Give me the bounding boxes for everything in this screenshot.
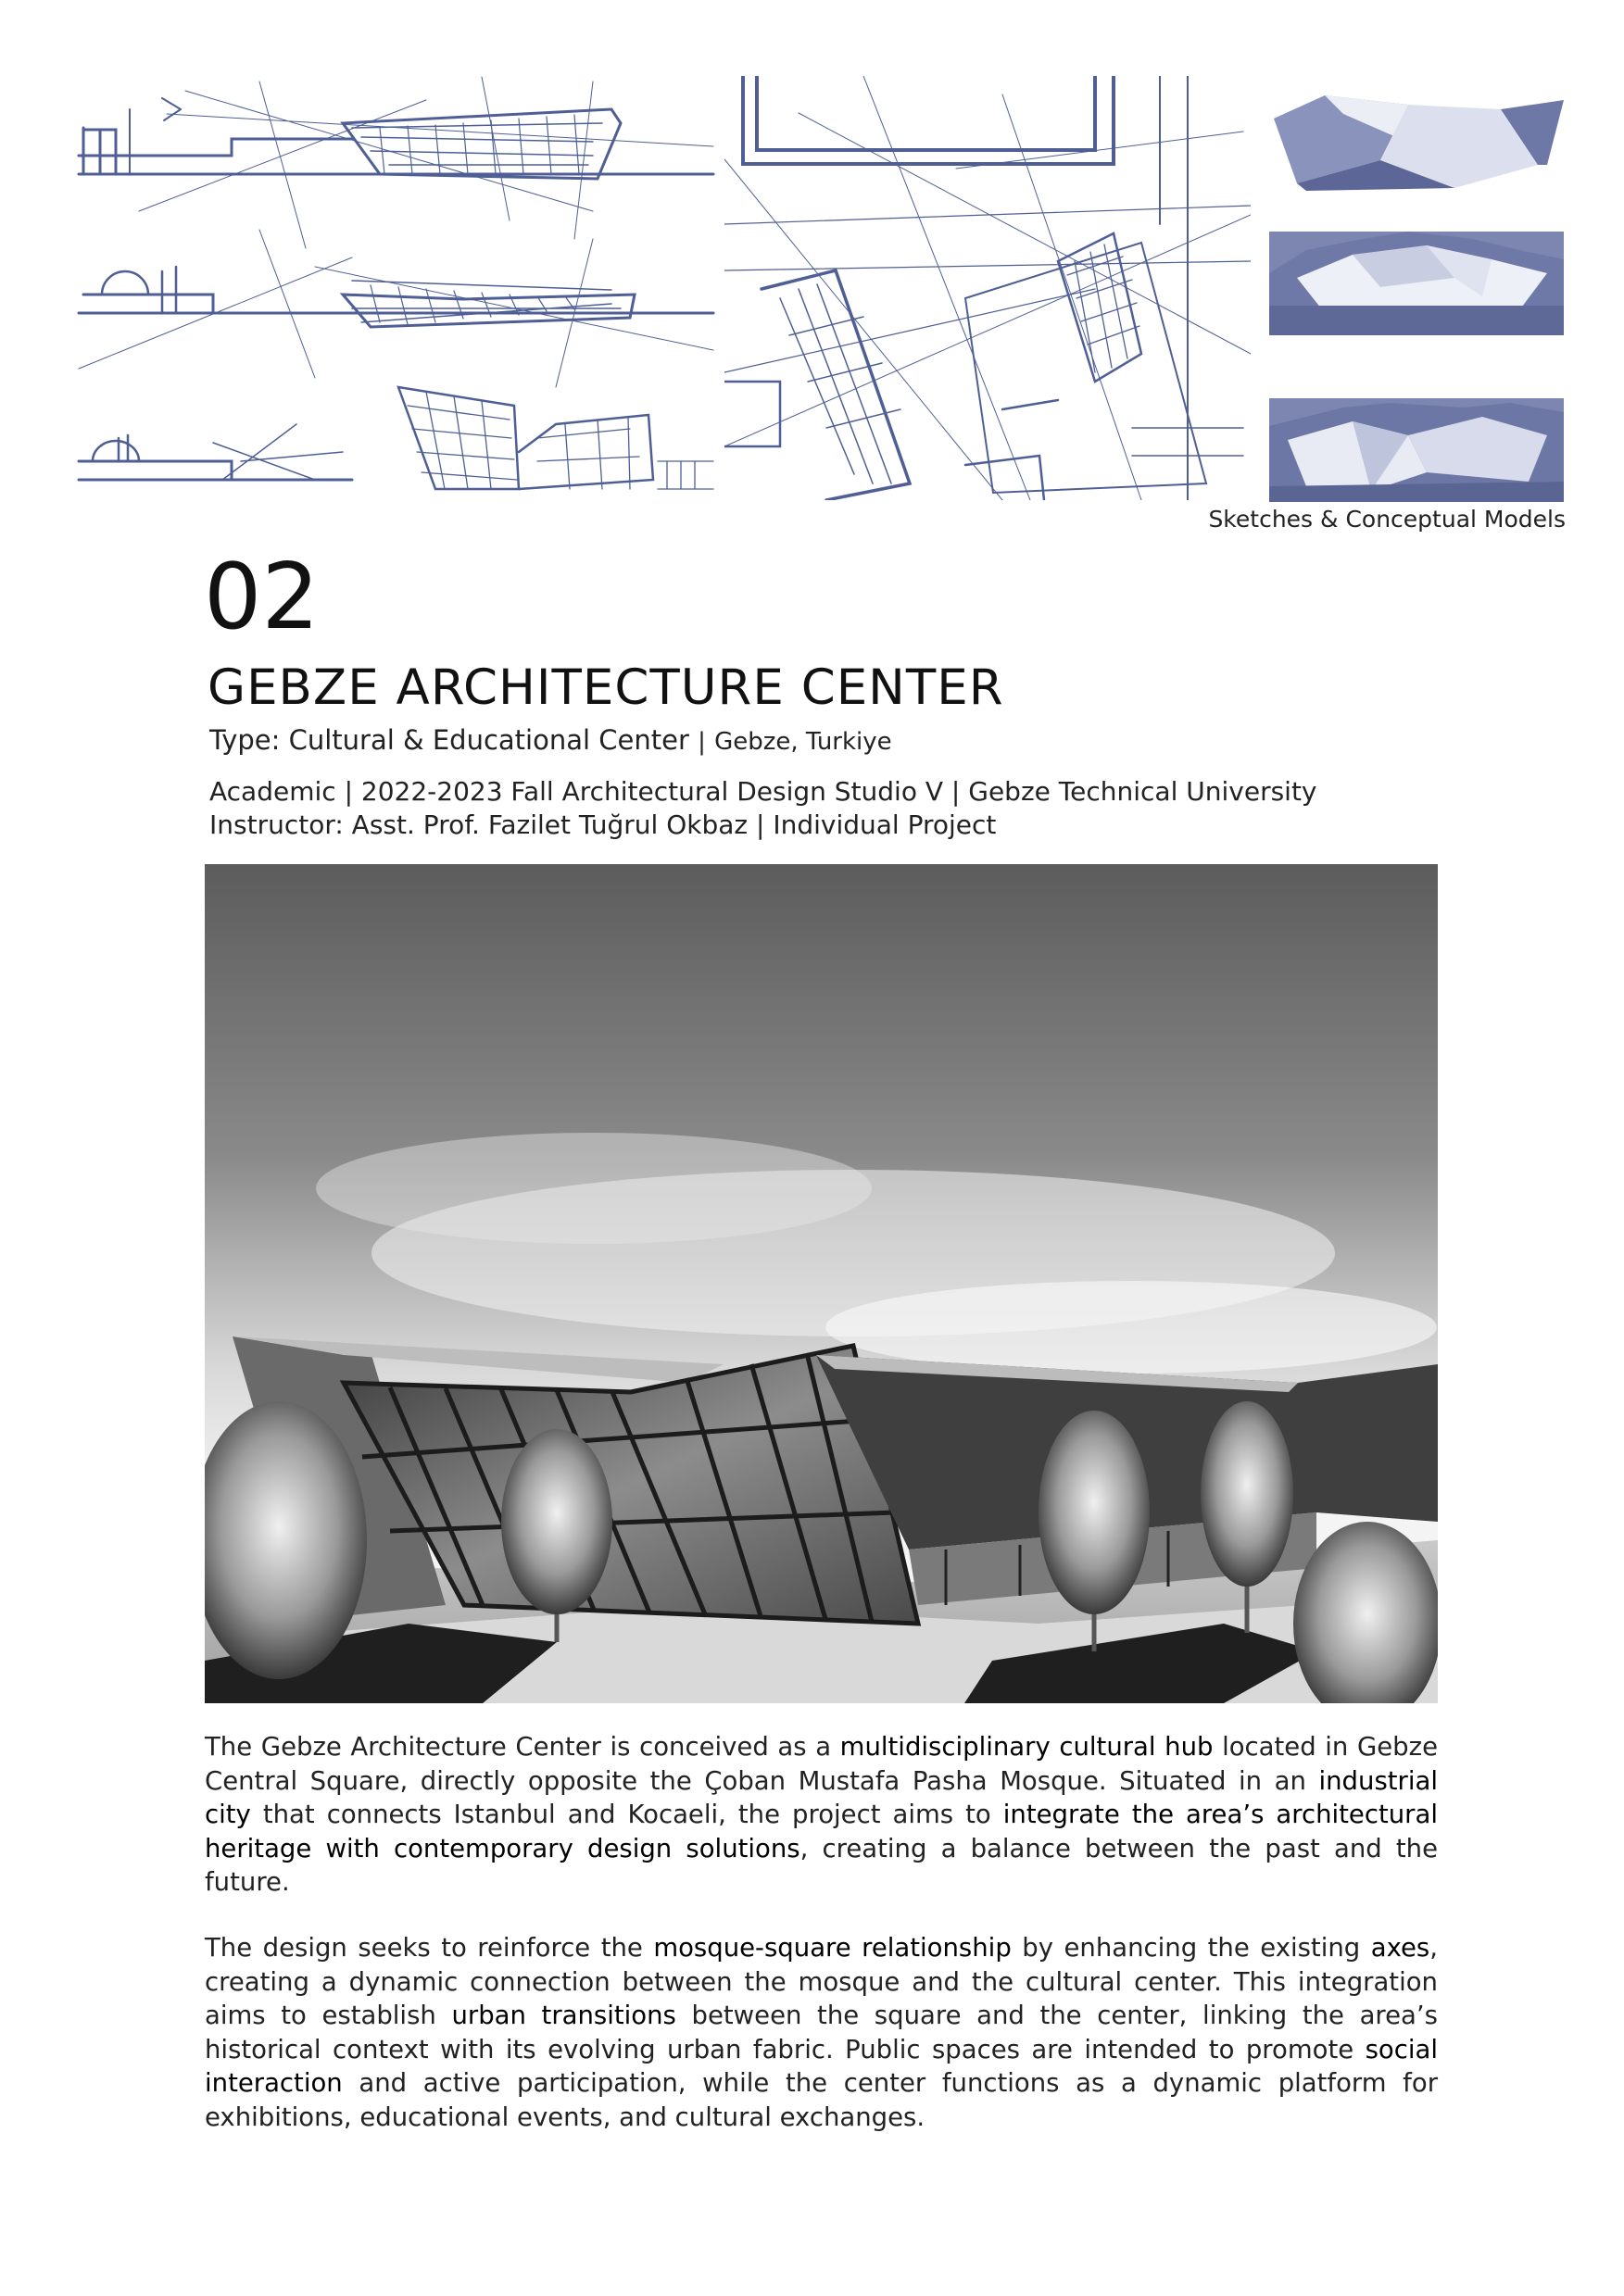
highlighted-phrase: urban transitions <box>451 2001 676 2030</box>
body-text-segment: between the square and the center, linking the area’s historical context with its evolving urban fabric. Public spaces are intended to promote <box>205 2001 1438 2064</box>
highlighted-phrase: mosque-square relationship <box>653 1933 1012 1963</box>
body-text-segment: and active participation, while the center functions as a dynamic platform for exhibitions, educational events, and cultural exchanges. <box>205 2068 1438 2132</box>
project-type-line <box>209 724 892 756</box>
conceptual-model-2 <box>1269 232 1564 335</box>
project-title: GEBZE ARCHITECTURE CENTER <box>208 659 1004 716</box>
project-number: 02 <box>204 545 320 650</box>
conceptual-model-1 <box>1269 91 1564 193</box>
highlighted-phrase: industrial city <box>205 1765 1438 1829</box>
sketches-caption: Sketches & Conceptual Models <box>1208 506 1566 533</box>
highlighted-phrase: social interaction <box>205 2034 1438 2098</box>
sketch-plan <box>724 76 1251 500</box>
body-text-segment: The Gebze Architecture Center is conceived as a <box>205 1732 840 1762</box>
body-text-segment: that connects Istanbul and Kocaeli, the project aims to <box>250 1800 1003 1829</box>
highlighted-phrase: multidisciplinary cultural hub <box>839 1732 1214 1762</box>
body-text-segment: located in Gebze Central Square, directly opposite the Çoban Mustafa Pasha Mosque. Situated in an <box>205 1732 1438 1796</box>
project-type: Type: Cultural & Educational Center <box>209 724 689 756</box>
description-paragraph-2 <box>205 1931 1438 2134</box>
sketch-sections-elevations <box>74 72 715 508</box>
highlighted-phrase: axes <box>1370 1933 1430 1963</box>
project-location: Gebze, Turkiye <box>714 728 892 756</box>
body-text-segment: , creating a balance between the past and the future. <box>205 1833 1438 1897</box>
highlighted-phrase: integrate the area’s architectural heritage with contemporary design solutions <box>205 1800 1438 1863</box>
building-render-image <box>205 864 1438 1703</box>
body-text-segment: The design seeks to reinforce the <box>205 1933 654 1963</box>
body-text-segment: , creating a dynamic connection between the mosque and the cultural center. This integration aims to establish <box>205 1933 1438 2030</box>
instructor-info: Instructor: Asst. Prof. Fazilet Tuğrul Okbaz | Individual Project <box>209 809 997 840</box>
description-paragraph-1 <box>205 1730 1438 1900</box>
body-text-segment: by enhancing the existing <box>1011 1933 1371 1963</box>
academic-info: Academic | 2022-2023 Fall Architectural Design Studio V | Gebze Technical University <box>209 776 1317 807</box>
type-separator: | <box>698 728 706 756</box>
conceptual-model-3 <box>1269 398 1564 502</box>
